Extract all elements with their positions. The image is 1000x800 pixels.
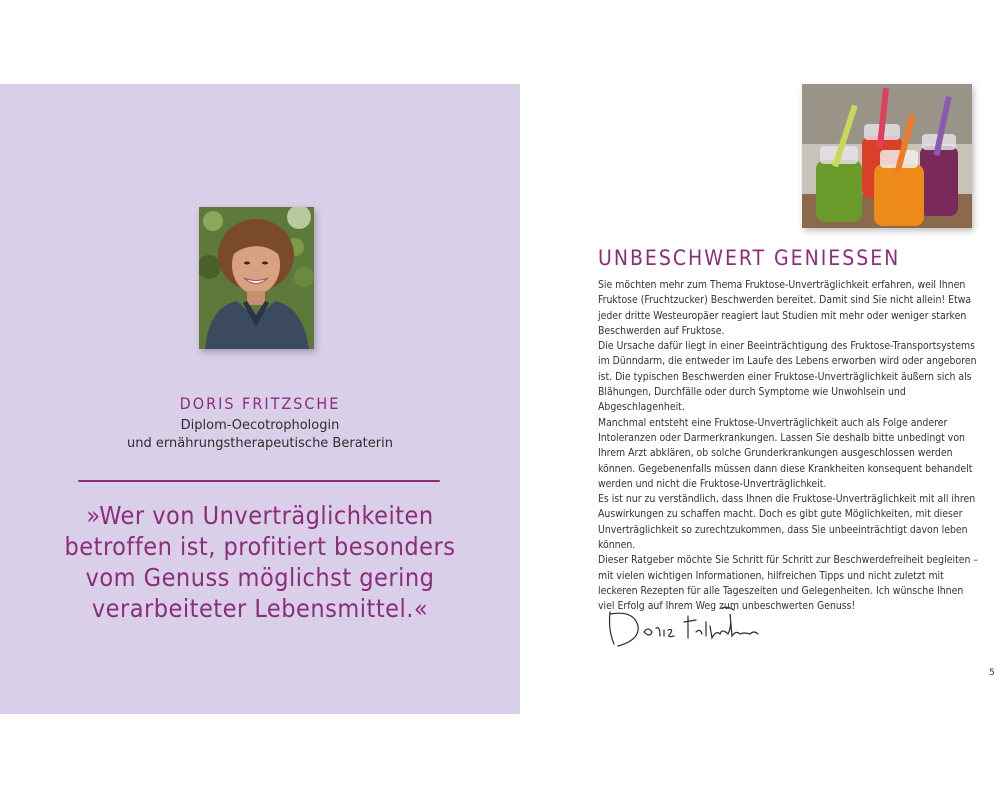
body-paragraph: Die Ursache dafür liegt in einer Beeinträchtigung des Fruktose-Transportsystems im Dünndarm, die entweder im Laufe des Lebens erworben wird oder angeboren ist. Die typischen Beschwerden einer Fruktose-Unverträglichkeit äußern sich als Blähungen, Durchfälle oder durch Symptome wie Unwohlsein und Abgeschlagenheit. [598,340,977,414]
section-heading: UNBESCHWERT GENIESSEN [598,246,901,270]
author-portrait-image [199,207,314,349]
body-paragraph: Es ist nur zu verständlich, dass Ihnen die Fruktose-Unverträglichkeit mit all ihren Auswirkungen zu schaffen macht. Doch es gibt gute Möglichkeiten, mit dieser Unverträglichkeit so zurechtzukommen, dass Sie unbeeinträchtigt davon leben können. [598,493,976,552]
smoothie-bottles-image [802,84,972,228]
body-paragraph: Sie möchten mehr zum Thema Fruktose-Unverträglichkeit erfahren, weil Ihnen Fruktose (Fruchtzucker) Beschwerden bereitet. Damit sind Sie nicht allein! Etwa jeder dritte Westeuropäer reagiert laut Studien mit mehr oder weniger starken Beschwerden auf Fruktose. [598,279,972,337]
author-title-line-1: Diplom-Oecotrophologin [180,418,340,433]
quote-divider [78,480,440,482]
body-paragraph: Dieser Ratgeber möchte Sie Schritt für Schritt zur Beschwerdefreiheit begleiten – mit vielen wichtigen Informationen, hilfreichen Tipps und nicht zuletzt mit leckeren Rezepten für alle Tageszeiten und Gelegenheiten. Ich wünsche Ihnen viel Erfolg auf Ihrem Weg zum unbeschwerten Genuss! [598,554,979,613]
body-text [598,278,980,615]
author-title-line-2: und ernährungstherapeutische Beraterin [127,436,393,451]
author-name: DORIS FRITZSCHE [179,394,341,413]
pull-quote: »Wer von Unverträglichkeiten betroffen ist, profitiert besonders vom Genuss möglichst gering verarbeiteter Lebensmittel.« [64,501,456,623]
handwritten-signature [604,600,764,654]
body-paragraph: Manchmal entsteht eine Fruktose-Unverträglichkeit auch als Folge anderer Intoleranzen oder Darmerkrankungen. Lassen Sie deshalb bitte unbedingt von Ihrem Arzt abklären, ob solche Grunderkrankungen ausgeschlossen werden können. Gegebenenfalls müssen dann diese Krankheiten konsequent behandelt werden und nicht die Fruktose-Unverträglichkeit. [598,416,973,490]
page-number: 5 [989,668,995,678]
